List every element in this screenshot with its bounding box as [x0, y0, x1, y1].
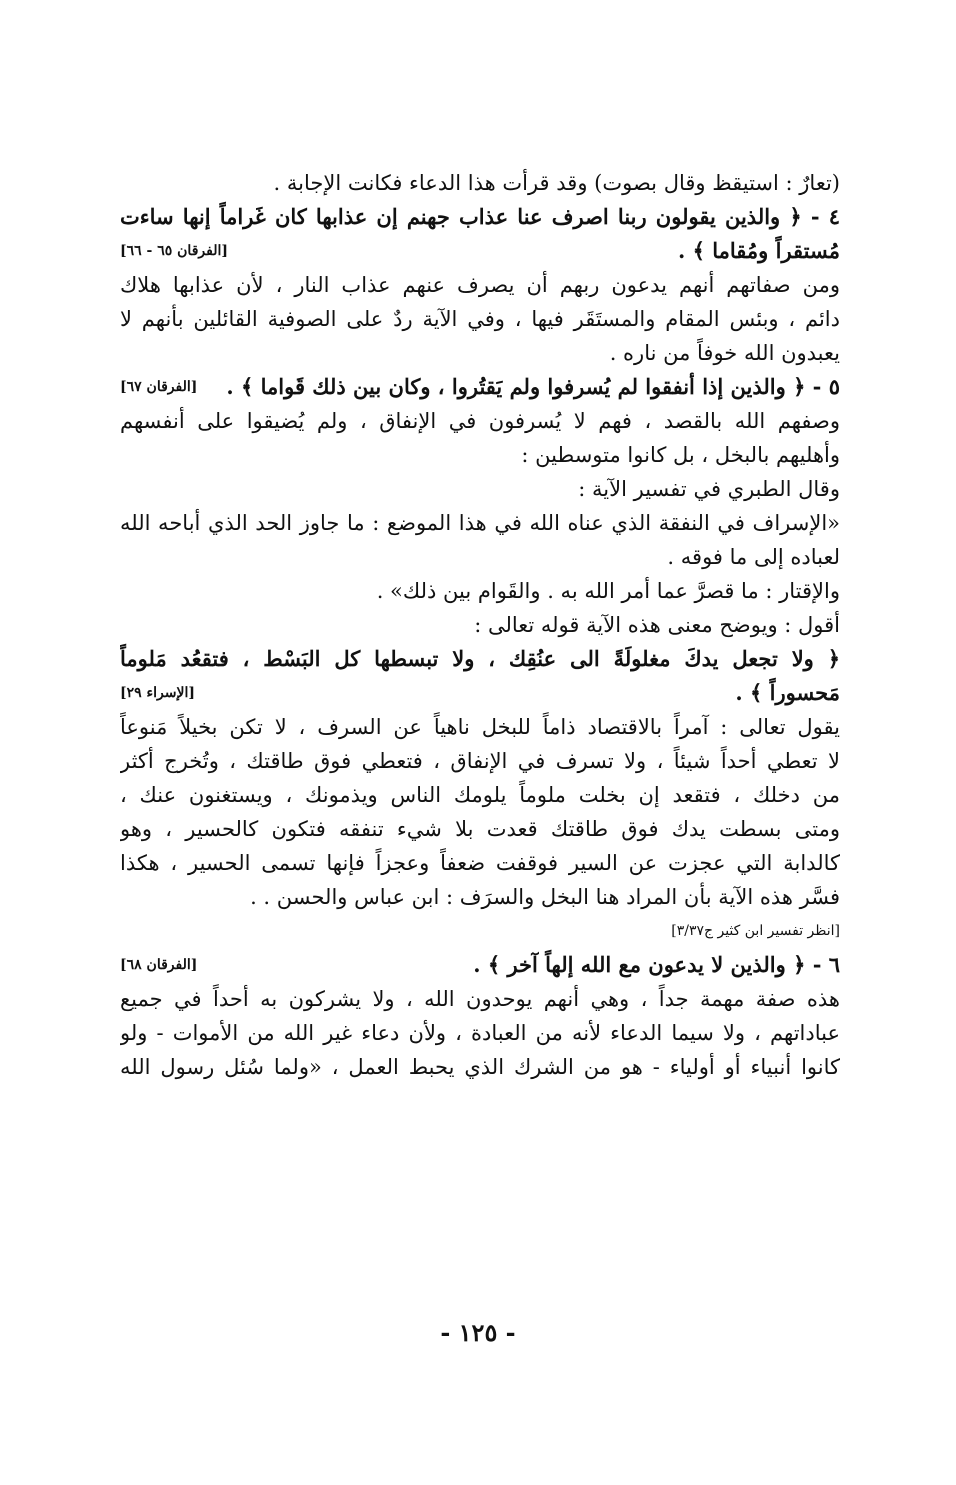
- text-line: [120, 608, 840, 642]
- page-number: - ١٢٥ -: [440, 1318, 516, 1347]
- line-text: ٥ - ﴿ والذين إذا أنفقوا لم يُسرفوا ولم يَقتُروا ، وكان بين ذلك قَواما ﴾ .: [226, 374, 840, 399]
- text-line: [120, 778, 840, 812]
- text-line: [120, 846, 840, 880]
- line-text: [انظر تفسير ابن كثير ج٣/٣٧]: [671, 923, 840, 939]
- text-line: [120, 506, 840, 540]
- text-line: [120, 982, 840, 1016]
- citation-line: [120, 914, 840, 948]
- line-text: وقال الطبري في تفسير الآية :: [578, 477, 840, 501]
- text-line: [120, 200, 840, 234]
- line-text: «الإسراف في النفقة الذي عناه الله في هذا الموضع : ما جاوز الحد الذي أباحه الله: [120, 511, 840, 535]
- text-line: [120, 948, 840, 982]
- line-text: دائم ، وبئس المقام والمستَقَر فيها ، وفي الآية ردٌ على الصوفية القائلين بأنهم لا: [120, 307, 840, 331]
- line-text: كانوا أنبياء أو أولياء - هو من الشرك الذي يحبط العمل ، «ولما سُئل رسول الله: [120, 1055, 840, 1079]
- text-line: [120, 1050, 840, 1084]
- text-line: [120, 268, 840, 302]
- citation: [الفرقان ٦٥ - ٦٦]: [120, 243, 228, 259]
- citation: [الإسراء ٢٩]: [120, 685, 195, 701]
- line-text: من دخلك ، فتقعد إن بخلت ملوماً يلومك الناس ويذمونك ، ويستغنون عنك ،: [120, 783, 840, 807]
- line-text: ٦ - ﴿ والذين لا يدعون مع الله إلهاً آخر ﴾ .: [473, 952, 840, 977]
- text-line: [120, 404, 840, 438]
- line-text: كالدابة التي عجزت عن السير فوقفت ضعفاً وعجزاً فإنها تسمى الحسير ، هكذا: [120, 851, 840, 875]
- citation: [الفرقان ٦٨]: [120, 957, 198, 973]
- line-text: فسَّر هذه الآية بأن المراد هنا البخل والسرَف : ابن عباس والحسن . .: [250, 885, 840, 909]
- line-text: والإقتار : ما قصرَّ عما أمر الله به . والقَوام بين ذلك» .: [376, 579, 840, 603]
- line-text: مَحسوراً ﴾ .: [735, 680, 840, 705]
- text-line: [120, 438, 840, 472]
- line-text: وصفهم الله بالقصد ، فهم لا يُسرفون في الإنفاق ، ولم يُضيقوا على أنفسهم: [120, 409, 840, 433]
- text-line: [120, 302, 840, 336]
- line-text: ومن صفاتهم أنهم يدعون ربهم أن يصرف عنهم عذاب النار ، لأن عذابها هلاك: [120, 273, 840, 297]
- text-line: [120, 574, 840, 608]
- text-line: [120, 676, 840, 710]
- text-line: [120, 710, 840, 744]
- text-line: [120, 370, 840, 404]
- line-text: هذه صفة مهمة جداً ، وهي أنهم يوحدون الله ، ولا يشركون به أحداً في جميع: [120, 987, 840, 1011]
- line-text: يقول تعالى : آمراً بالاقتصاد ذاماً للبخل ناهياً عن السرف ، لا تكن بخيلاً مَنوعاً: [120, 715, 840, 739]
- line-text: (تعارٌ : استيقظ وقال بصوت) وقد قرأت هذا الدعاء فكانت الإجابة .: [273, 171, 840, 195]
- text-line: [120, 540, 840, 574]
- line-text: لعباده إلى ما فوقه .: [667, 545, 840, 569]
- line-text: ٤ - ﴿ والذين يقولون ربنا اصرف عنا عذاب جهنم إن عذابها كان غَراماً إنها ساءت: [120, 204, 840, 229]
- text-line: [120, 812, 840, 846]
- line-text: عباداتهم ، ولا سيما الدعاء لأنه من العبادة ، ولأن دعاء غير الله من الأموات - ولو: [120, 1021, 840, 1045]
- text-line: [120, 166, 840, 200]
- text-line: [120, 744, 840, 778]
- text-line: [120, 234, 840, 268]
- line-text: ﴿ ولا تجعل يدكَ مغلولَةً الى عنُقِك ، ولا تبسطها كل البَسْط ، فتقعُد مَلوماً: [120, 646, 840, 671]
- text-line: [120, 880, 840, 914]
- line-text: يعبدون الله خوفاً من ناره .: [609, 341, 840, 365]
- citation: [الفرقان ٦٧]: [120, 379, 198, 395]
- line-text: وأهليهم بالبخل ، بل كانوا متوسطين :: [521, 443, 840, 467]
- line-text: ومتى بسطت يدك فوق طاقتك قعدت بلا شيء تنفقه فتكون كالحسير ، وهو: [120, 817, 840, 841]
- text-line: [120, 336, 840, 370]
- text-line: [120, 1016, 840, 1050]
- page-text-body: [120, 166, 840, 1084]
- text-line: [120, 642, 840, 676]
- line-text: لا تعطي أحداً شيئاً ، ولا تسرف في الإنفاق ، فتعطي فوق طاقتك ، وتُخرج أكثر: [120, 749, 840, 773]
- line-text: مُستقراً ومُقاما ﴾ .: [678, 238, 840, 263]
- text-line: [120, 472, 840, 506]
- line-text: أقول : ويوضح معنى هذه الآية قوله تعالى :: [474, 613, 840, 637]
